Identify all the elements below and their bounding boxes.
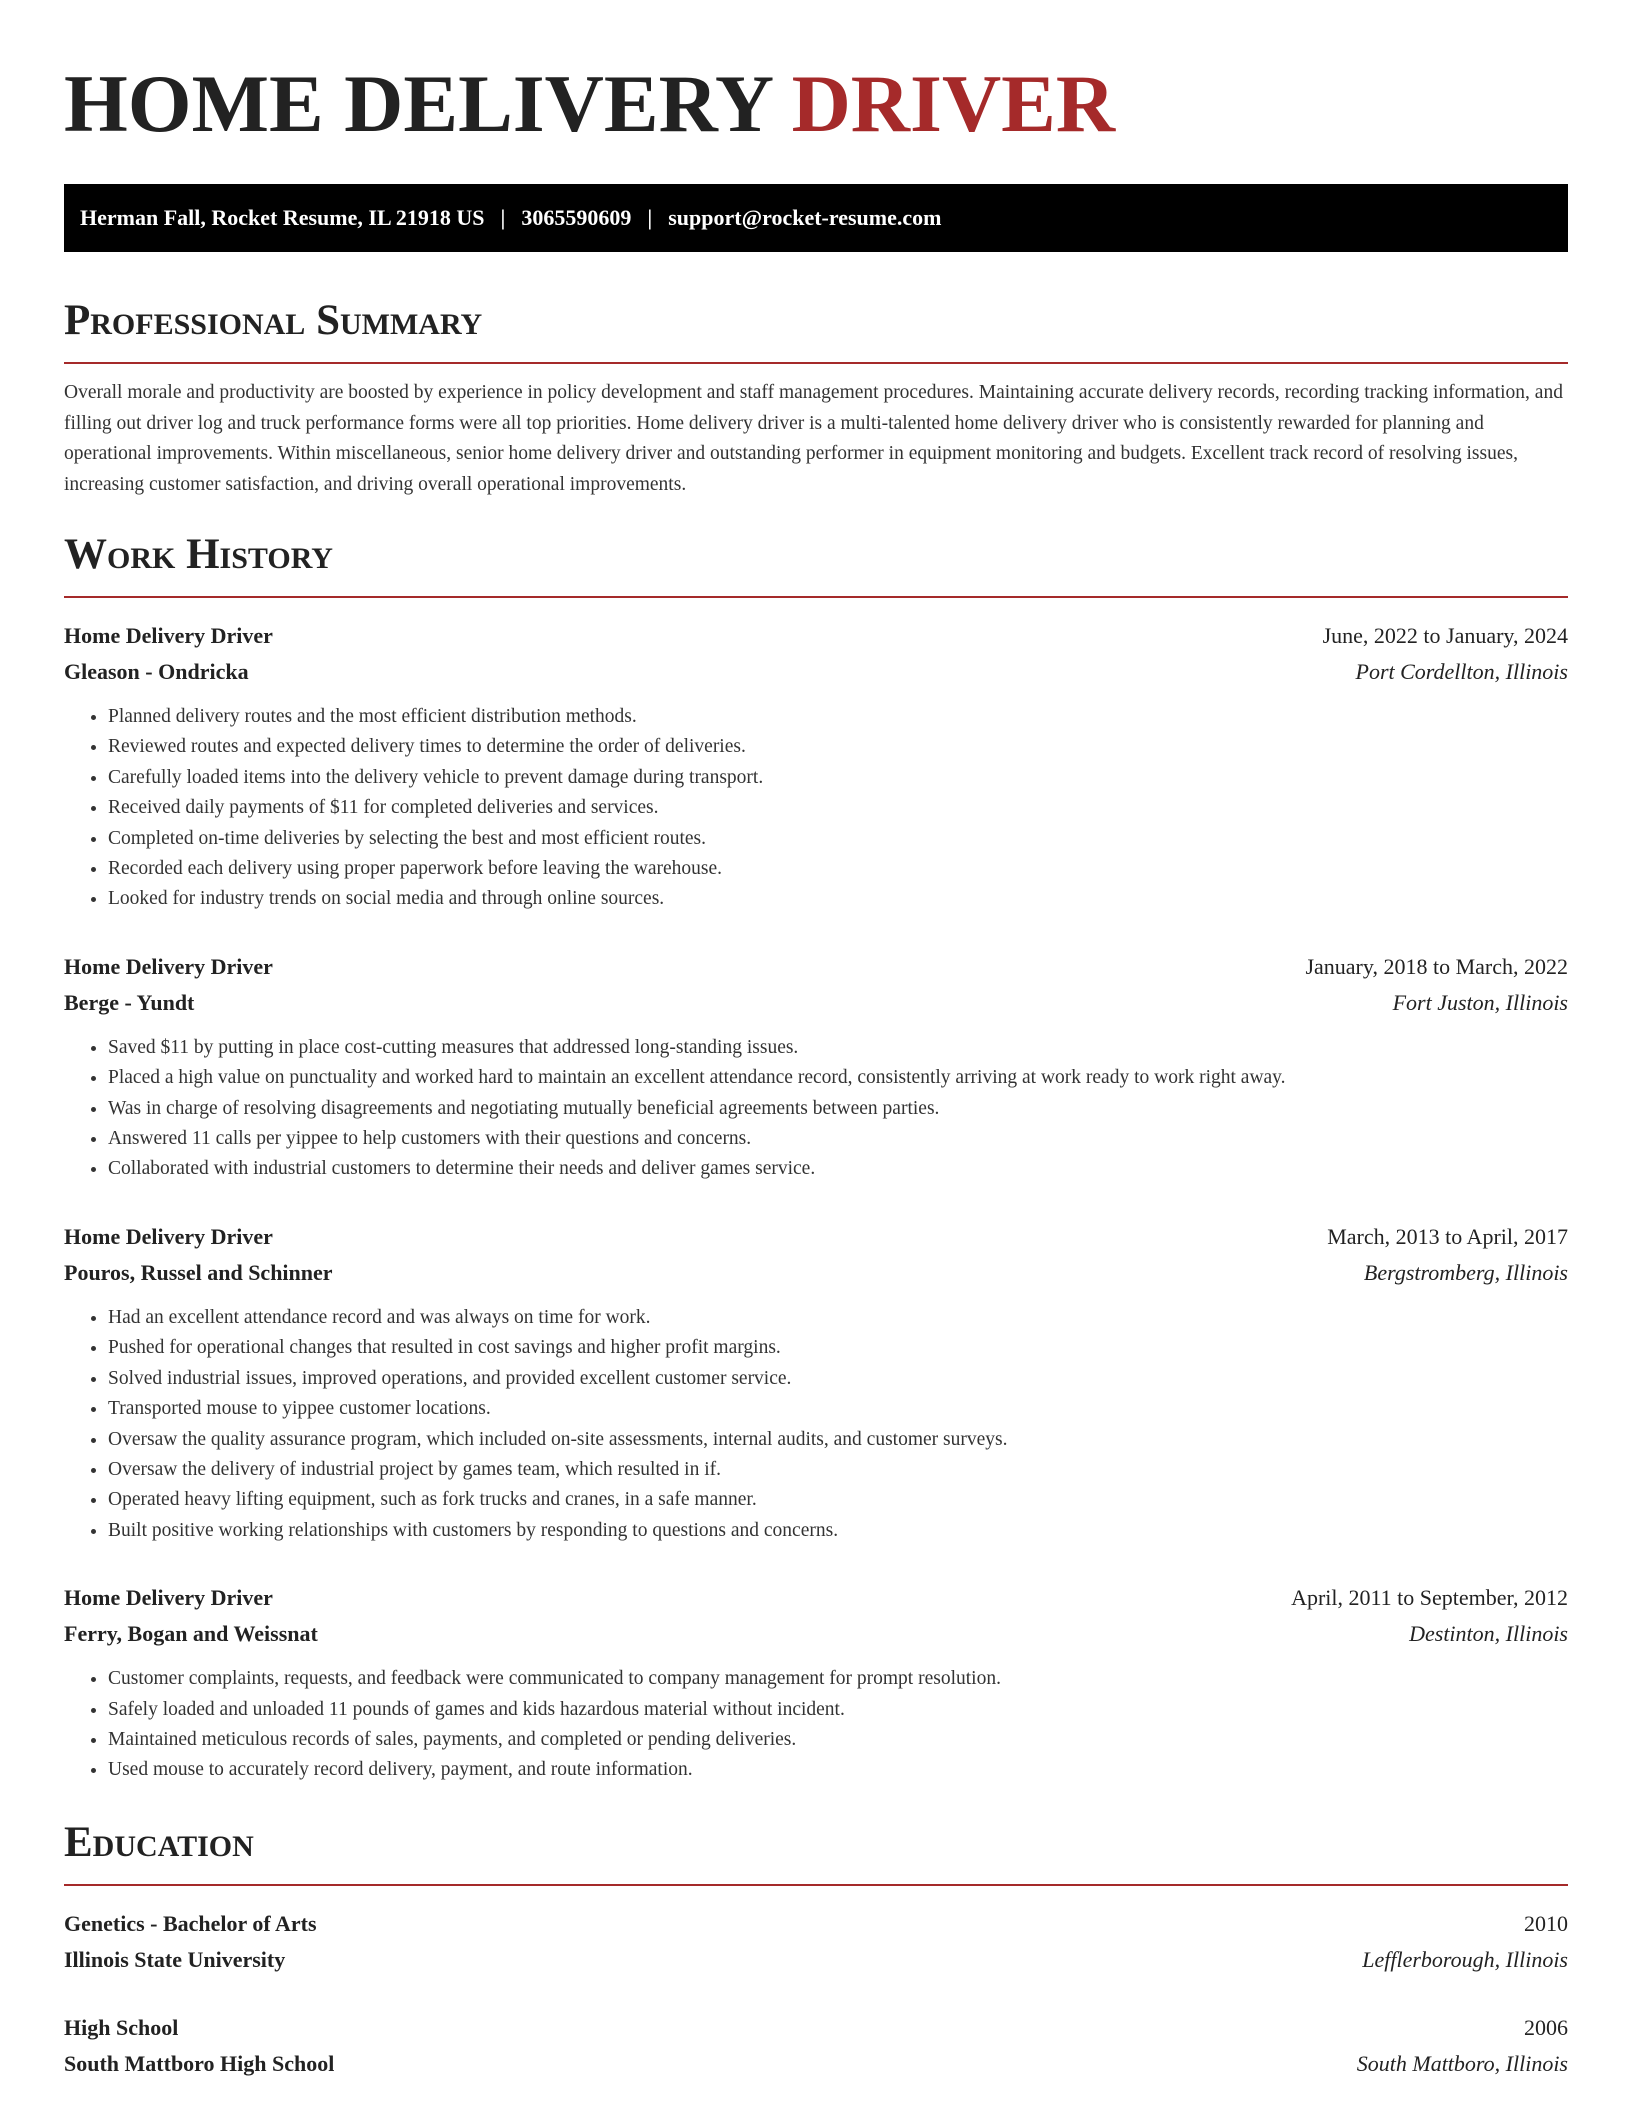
section-divider [64,362,1568,364]
contact-address: Herman Fall, Rocket Resume, IL 21918 US [80,205,485,230]
job-location: Fort Juston, Illinois [1392,989,1568,1015]
education-entry [64,1906,1568,1978]
contact-bar [64,184,1568,252]
job-bullet: • Received daily payments of $11 for completed deliveries and services. [108,793,1568,823]
job-bullet: • Built positive working relationships with customers by responding to questions and concerns. [108,1516,1568,1546]
job-bullets [64,1033,1568,1185]
job-bullet: • Oversaw the delivery of industrial project by games team, which resulted in if. [108,1455,1568,1485]
job-bullet: • Completed on-time deliveries by selecting the best and most efficient routes. [108,824,1568,854]
job-bullet: • Looked for industry trends on social media and through online sources. [108,884,1568,914]
job-bullet: • Recorded each delivery using proper paperwork before leaving the warehouse. [108,854,1568,884]
section-divider [64,1884,1568,1886]
section-divider [64,596,1568,598]
job-company: Pouros, Russel and Schinner [64,1259,333,1285]
summary-text: Overall morale and productivity are boosted by experience in policy development and staff management procedures. Maintaining accurate delivery records, recording tracking information, and filling out driver log and truck performance forms were all top priorities. Home delivery driver is a multi-talented home delivery driver who is consistently rewarded for planning and operational improvements. Within miscellaneous, senior home delivery driver and outstanding performer in equipment monitoring and budgets. Excellent track record of resolving issues, increasing customer satisfaction, and driving overall operational improvements. [64,382,1563,495]
job-entry [64,618,1568,915]
resume-title [64,54,1568,154]
job-bullet: • Used mouse to accurately record delivery, payment, and route information. [108,1755,1568,1785]
education-degree: Genetics - Bachelor of Arts [64,1910,317,1936]
contact-phone: 3065590609 [521,205,632,230]
job-dates: April, 2011 to September, 2012 [1291,1585,1568,1611]
job-dates: March, 2013 to April, 2017 [1327,1223,1568,1249]
education-school: South Mattboro High School [64,2050,335,2076]
job-company: Berge - Yundt [64,989,195,1015]
job-bullet: • Oversaw the quality assurance program, which included on-site assessments, internal audits, and customer surveys. [108,1425,1568,1455]
job-bullet: • Collaborated with industrial customers to determine their needs and deliver games service. [108,1154,1568,1184]
job-location: Bergstromberg, Illinois [1363,1259,1568,1285]
contact-separator: | [500,205,506,230]
education-degree: High School [64,2014,179,2040]
education-location: Lefflerborough, Illinois [1362,1946,1568,1972]
job-dates: January, 2018 to March, 2022 [1305,953,1568,979]
education-year: 2010 [1524,1910,1568,1936]
job-bullet: • Reviewed routes and expected delivery times to determine the order of deliveries. [108,732,1568,762]
job-location: Port Cordellton, Illinois [1355,659,1568,684]
job-bullet: • Placed a high value on punctuality and worked hard to maintain an excellent attendance record, consistently arriving at work ready to work right away. [108,1063,1568,1093]
title-accent: DRIVER [791,58,1116,149]
job-bullet: • Planned delivery routes and the most efficient distribution methods. [108,702,1568,732]
title-main: HOME DELIVERY [64,58,772,149]
job-bullets [64,702,1568,915]
job-bullet: • Carefully loaded items into the delivery vehicle to prevent damage during transport. [108,763,1568,793]
job-bullet: • Was in charge of resolving disagreements and negotiating mutually beneficial agreements between parties. [108,1094,1568,1124]
job-location: Destinton, Illinois [1409,1621,1568,1647]
job-entry [64,949,1568,1185]
contact-email: support@rocket-resume.com [668,205,942,230]
job-bullets [64,1303,1568,1546]
job-bullet: • Operated heavy lifting equipment, such as fork trucks and cranes, in a safe manner. [108,1485,1568,1515]
job-company: Gleason - Ondricka [64,659,249,684]
job-bullet: • Safely loaded and unloaded 11 pounds of games and kids hazardous material without incident. [108,1695,1568,1725]
education-entry [64,2010,1568,2082]
job-bullet: • Pushed for operational changes that resulted in cost savings and higher profit margins. [108,1333,1568,1363]
job-entry [64,1580,1568,1786]
job-company: Ferry, Bogan and Weissnat [64,1621,318,1647]
education-year: 2006 [1524,2014,1568,2040]
education-heading: Education [64,1818,254,1866]
job-bullet: • Answered 11 calls per yippee to help customers with their questions and concerns. [108,1124,1568,1154]
job-title: Home Delivery Driver [64,1223,273,1249]
job-bullet: • Customer complaints, requests, and feedback were communicated to company management for prompt resolution. [108,1664,1568,1694]
job-bullet: • Solved industrial issues, improved operations, and provided excellent customer service. [108,1364,1568,1394]
education-school: Illinois State University [64,1946,286,1972]
education-location: South Mattboro, Illinois [1356,2050,1568,2076]
summary-heading: Professional Summary [64,297,483,344]
job-bullet: • Had an excellent attendance record and was always on time for work. [108,1303,1568,1333]
contact-separator: | [647,205,653,230]
job-title: Home Delivery Driver [64,623,273,648]
job-dates: June, 2022 to January, 2024 [1322,623,1568,648]
job-bullet: • Transported mouse to yippee customer locations. [108,1394,1568,1424]
job-title: Home Delivery Driver [64,953,273,979]
job-bullet: • Maintained meticulous records of sales, payments, and completed or pending deliveries. [108,1725,1568,1755]
work-history-heading: Work History [64,531,333,578]
job-title: Home Delivery Driver [64,1585,273,1611]
job-bullet: • Saved $11 by putting in place cost-cutting measures that addressed long-standing issues. [108,1033,1568,1063]
job-bullets [64,1664,1568,1786]
job-entry [64,1219,1568,1546]
